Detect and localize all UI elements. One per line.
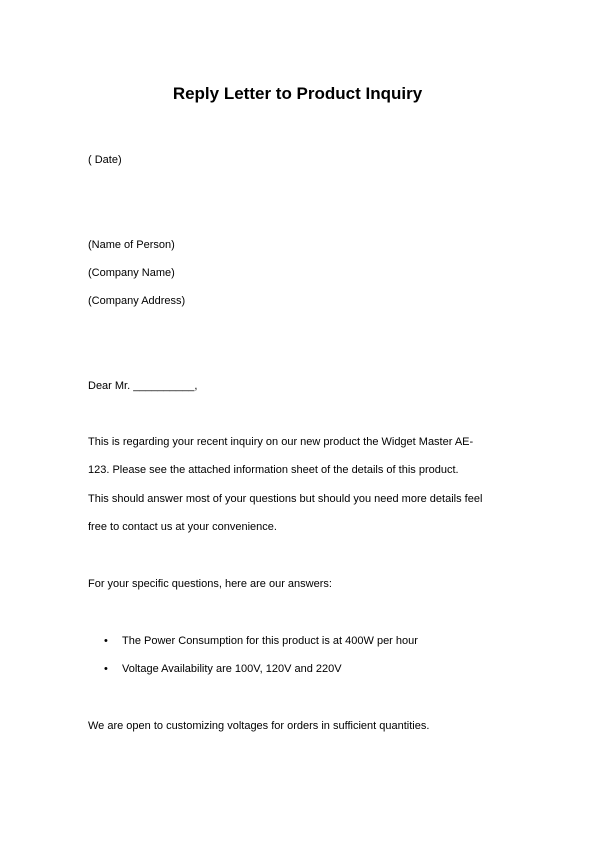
recipient-name: (Name of Person) bbox=[88, 239, 175, 251]
body-paragraph-line: This should answer most of your questions but should you need more details feel bbox=[88, 493, 483, 505]
list-item-text: Voltage Availability are 100V, 120V and 220V bbox=[122, 663, 342, 675]
list-item bbox=[104, 662, 342, 676]
bullet-icon: • bbox=[104, 663, 108, 675]
recipient-company: (Company Name) bbox=[88, 267, 175, 279]
list-item-text: The Power Consumption for this product is at 400W per hour bbox=[122, 635, 418, 647]
recipient-address: (Company Address) bbox=[88, 295, 186, 307]
bullet-icon: • bbox=[104, 635, 108, 647]
date-line: ( Date) bbox=[88, 154, 122, 166]
document-title: Reply Letter to Product Inquiry bbox=[172, 84, 423, 103]
body-paragraph-line: 123. Please see the attached information sheet of the details of this product. bbox=[88, 464, 459, 476]
salutation: Dear Mr. __________, bbox=[88, 380, 198, 392]
body-paragraph-line: This is regarding your recent inquiry on our new product the Widget Master AE- bbox=[88, 436, 474, 448]
answers-intro: For your specific questions, here are our answers: bbox=[88, 578, 332, 590]
body-paragraph-line: free to contact us at your convenience. bbox=[88, 521, 277, 533]
list-item bbox=[104, 634, 418, 648]
closing-line: We are open to customizing voltages for orders in sufficient quantities. bbox=[88, 720, 430, 732]
